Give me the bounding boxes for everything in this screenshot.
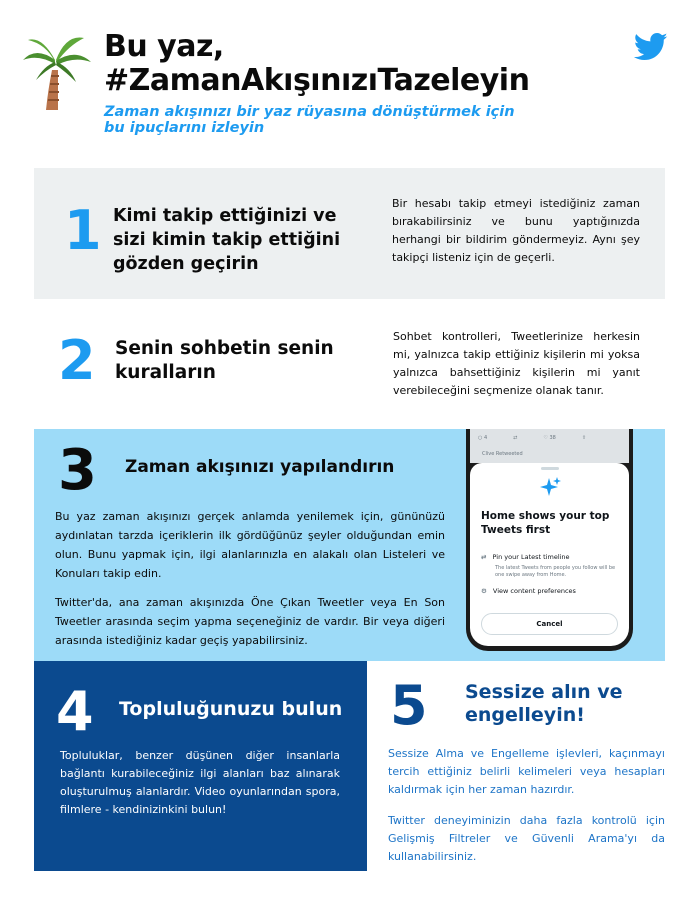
phone-mockup [466, 429, 633, 651]
pin-latest-label: Pin your Latest timeline [492, 553, 570, 561]
sparkle-icon [540, 477, 562, 499]
tip-4-heading: Topluluğunuzu bulun [119, 698, 343, 720]
phone-sheet-title: Home shows your top Tweets first [481, 510, 610, 536]
tip-1-section [34, 168, 665, 299]
retweet-icon: ⇄ [513, 435, 518, 441]
subtitle-line-1: Zaman akışınızı bir yaz rüyasına dönüştürmek için [104, 104, 515, 120]
tip-2-heading-line-1: Senin sohbetin senin [115, 338, 334, 359]
heart-icon: ♡ [543, 435, 548, 441]
timeline-sheet [470, 463, 629, 646]
tip-4-body: Topluluklar, benzer düşünen diğer insanlarla bağlantı kurabileceğiniz ilgi alanları baz alınarak oluşturulmuş alanlardır. Video oyunlarından spora, filmlere - kendinizinkini bulun! [60, 749, 340, 816]
tip-2-number: 2 [58, 329, 96, 392]
title-line-2: #ZamanAkışınızıTazeleyin [104, 63, 530, 98]
tip-2-heading [115, 337, 351, 385]
tip-5-number: 5 [390, 674, 428, 737]
tip-3-heading: Zaman akışınızı yapılandırın [125, 457, 395, 477]
tip-4-number: 4 [56, 680, 94, 743]
reply-count: 4 [483, 435, 488, 441]
sheet-handle [541, 467, 559, 470]
like-count: 38 [549, 435, 556, 441]
tip-3-body-1: Bu yaz zaman akışınızı gerçek anlamda yenilemek için, gününüzü aydınlatan tarzda içeriklerin ilk gördüğünüz şeyler olduğundan emin olun. Bunu yapmak için, ilgi alanlarınızla en alakalı olan Listeleri ve Konuları takip edin. [55, 510, 445, 580]
tip-1-body: Bir hesabı takip etmeyi istediğiniz zaman bırakabilirsiniz ve bunu yaptığınızda herhangi bir bildirim göndermeyiz. Aynı şey takipçi listeniz için de geçerli. [392, 197, 640, 264]
subtitle-line-2: bu ipuçlarını izleyin [104, 120, 265, 136]
like-count-group [543, 435, 555, 441]
tip-2-body: Sohbet kontrolleri, Tweetlerinize herkesin mi, yalnızca takip ettiğiniz kişilerin mi yoksa yalnızca bahsettiğiniz kişilerin mi yanıt verebileceğini seçmenize olanak tanır. [393, 330, 640, 397]
pin-latest-option[interactable] [481, 553, 570, 561]
tip-5-heading-line-2: engelleyin! [465, 704, 585, 726]
tip-5-heading [465, 681, 623, 727]
phone-tweet-preview [470, 429, 629, 463]
tip-4-section [34, 661, 367, 871]
tip-1-heading-line-1: Kimi takip ettiğinizi ve [113, 206, 337, 226]
tip-3-body-2: Twitter'da, ana zaman akışınızda Öne Çıkan Tweetler veya En Son Tweetler arasında seçim yapma seçeneğiniz de vardır. Bir veya diğeri arasında istediğiniz kadar geçiş yapabilirsiniz. [55, 596, 445, 647]
title-line-1: Bu yaz, [104, 29, 224, 64]
pin-latest-desc: The latest Tweets from people you follow will be one swipe away from Home. [495, 565, 616, 578]
tip-1-number: 1 [64, 199, 102, 262]
reply-icon: ○ [478, 435, 483, 441]
twitter-bird-icon [634, 32, 668, 62]
tip-5-body-2: Twitter deneyiminizin daha fazla kontrolü için Gelişmiş Filtreler ve Güvenli Arama'yı da kullanabilirsiniz. [388, 814, 665, 863]
content-preferences-label: View content preferences [492, 587, 576, 595]
tip-5-heading-line-1: Sessize alın ve [465, 681, 623, 703]
tip-5-body-1: Sessize Alma ve Engelleme işlevleri, kaçınmayı tercih ettiğiniz belirli kelimeleri veya hesapları kaldırmak için her zaman hazırdır. [388, 747, 665, 796]
reply-count-group [478, 435, 487, 441]
palm-tree-icon [22, 30, 92, 112]
tip-1-heading-line-3: gözden geçirin [113, 254, 259, 274]
tip-2-heading-line-2: kuralların [115, 362, 216, 383]
tip-1-heading [113, 204, 340, 276]
swap-icon: ⇄ [481, 553, 487, 561]
tip-3-number: 3 [58, 438, 97, 503]
page-title [104, 30, 529, 98]
gear-icon: ⚙ [481, 587, 487, 595]
share-icon: ⇪ [581, 435, 587, 441]
cancel-button[interactable]: Cancel [481, 613, 618, 635]
content-preferences-option[interactable] [481, 587, 576, 595]
retweet-note: Clive Retweeted [482, 451, 523, 457]
tip-1-heading-line-2: sizi kimin takip ettiğini [113, 230, 341, 250]
page-subtitle [104, 104, 624, 136]
